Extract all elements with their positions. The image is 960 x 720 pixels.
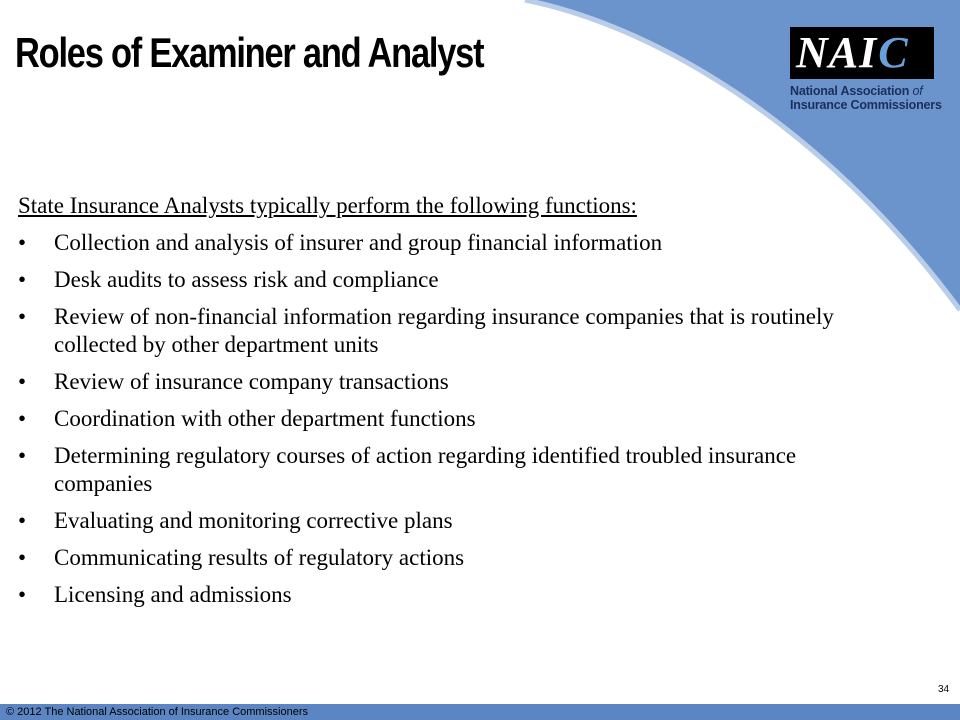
logo-accent-letter: C: [878, 28, 908, 77]
logo-tagline-1-of: of: [912, 84, 923, 98]
intro-text: State Insurance Analysts typically perform the following functions:: [18, 193, 637, 218]
list-item-text: Evaluating and monitoring corrective plans: [54, 508, 453, 533]
bullet-icon: •: [18, 230, 27, 255]
list-item-text: Review of insurance company transactions: [54, 369, 449, 394]
bullet-icon: •: [18, 304, 27, 329]
bullet-icon: •: [18, 267, 27, 292]
logo-tagline-1-main: National Association: [790, 84, 913, 98]
list-item: [18, 442, 898, 498]
list-item-text: Determining regulatory courses of action regarding identified troubled insurance companies: [54, 443, 797, 496]
copyright-text: © 2012 The National Association of Insurance Commissioners: [6, 706, 309, 718]
list-item: [18, 266, 898, 294]
logo-mark: [790, 27, 934, 79]
list-item: [18, 405, 898, 433]
list-item-text: Review of non-financial information regarding insurance companies that is routinely collected by other department units: [54, 304, 834, 357]
logo-tagline-2: Insurance Commissioners: [790, 98, 942, 112]
list-item: [18, 544, 898, 572]
list-item: [18, 507, 898, 535]
bullet-icon: •: [18, 443, 27, 468]
list-item-text: Licensing and admissions: [54, 582, 292, 607]
list-item: [18, 368, 898, 396]
slide-title: Roles of Examiner and Analyst: [15, 29, 484, 76]
footer-bar: [0, 704, 960, 720]
list-item: [18, 303, 898, 359]
bullet-list: [18, 229, 898, 609]
bullet-icon: •: [18, 369, 27, 394]
bullet-icon: •: [18, 406, 27, 431]
list-item-text: Desk audits to assess risk and compliance: [54, 267, 439, 292]
bullet-icon: •: [18, 508, 27, 533]
page-number: 34: [938, 684, 950, 695]
list-item: [18, 229, 898, 257]
naic-logo: [790, 27, 940, 112]
bullet-icon: •: [18, 545, 27, 570]
list-item-text: Collection and analysis of insurer and group financial information: [54, 230, 663, 255]
list-item: [18, 581, 898, 609]
list-item-text: Coordination with other department functions: [54, 406, 476, 431]
bullet-icon: •: [18, 582, 27, 607]
logo-letters: NAI: [796, 28, 878, 77]
list-item-text: Communicating results of regulatory actions: [54, 545, 465, 570]
logo-tagline-1: [790, 84, 940, 98]
slide-body: [18, 192, 898, 609]
